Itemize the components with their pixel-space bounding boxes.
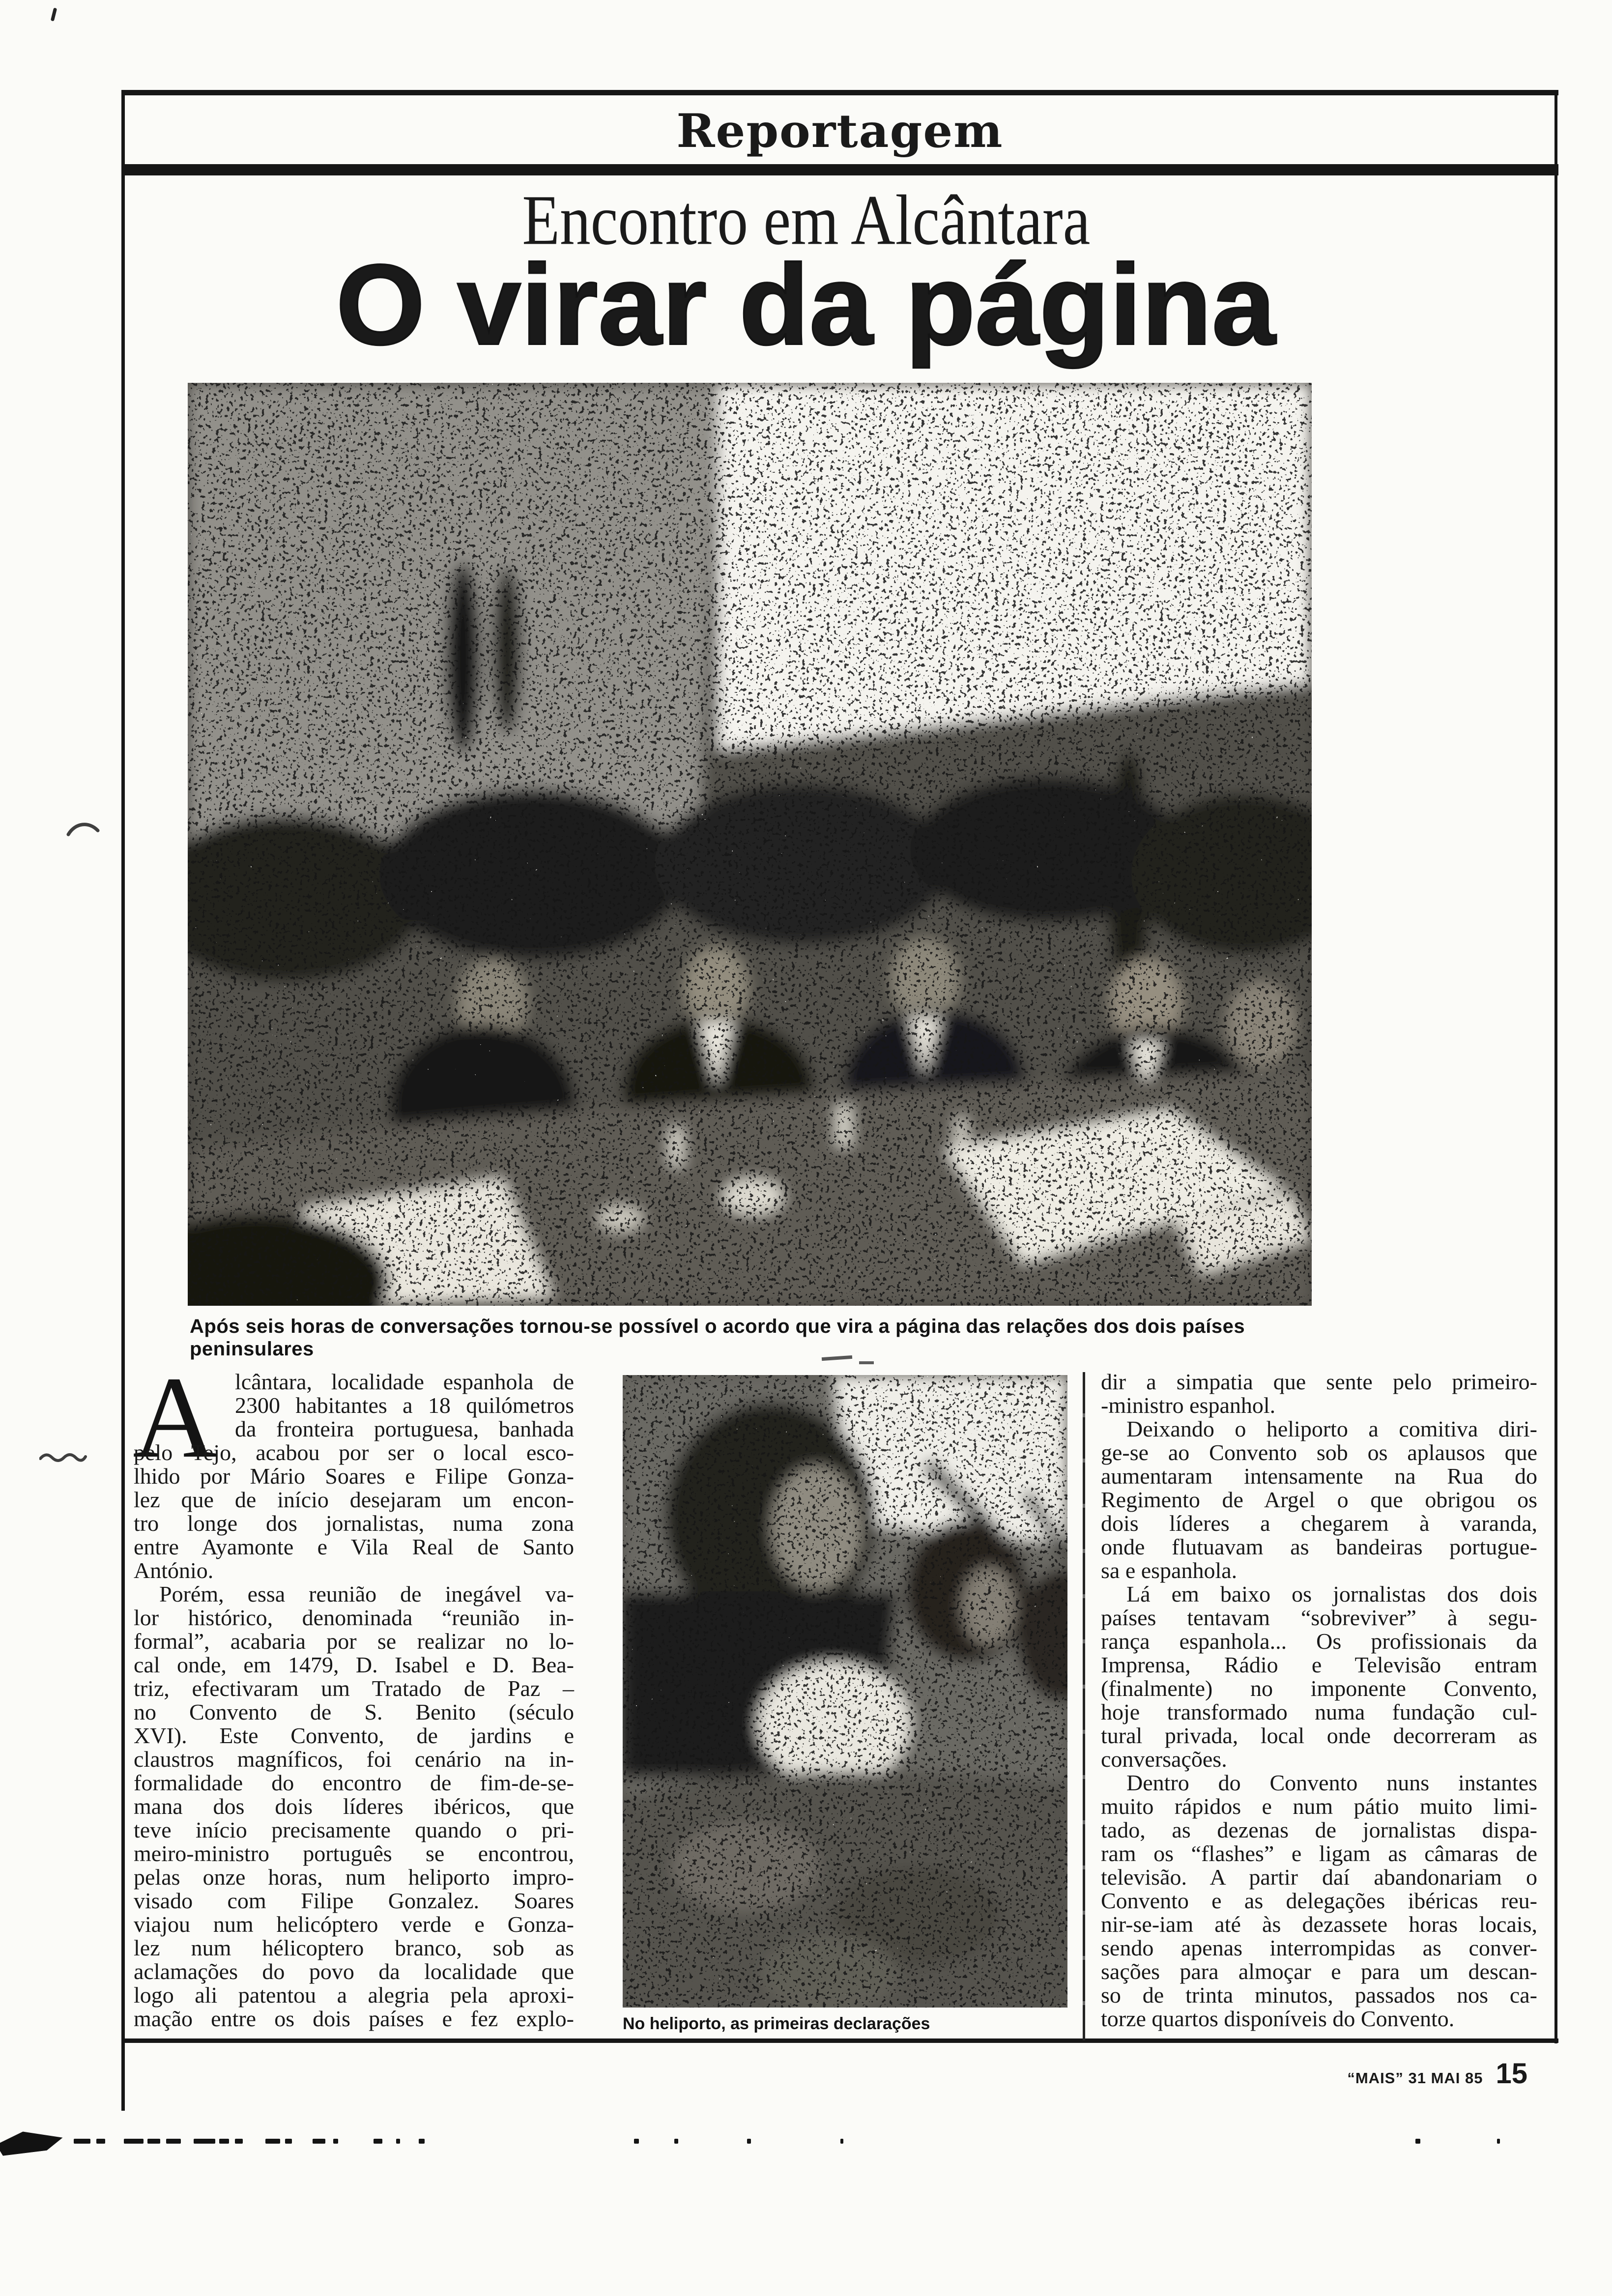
article-line: hoje transformado numa fundação cul- <box>1101 1699 1537 1724</box>
inset-photo <box>623 1375 1067 2008</box>
article-line: 2300 habitantes a 18 quilómetros <box>235 1393 574 1418</box>
article-line: triz, efectivaram um Tratado de Paz – <box>134 1676 574 1701</box>
article-line: sa e espanhola. <box>1101 1558 1238 1583</box>
kicker-title: Encontro em Alcântara <box>522 180 1090 260</box>
article-line: países tentavam “sobreviver” à segu- <box>1101 1605 1537 1630</box>
scan-artifact-dash <box>1497 2139 1500 2144</box>
scan-artifact-stroke-small <box>859 1361 874 1364</box>
article-line: televisão. A partir daí abandonariam o <box>1101 1865 1537 1890</box>
scan-artifact-dash <box>74 2139 90 2144</box>
main-photo-art <box>188 383 1312 1306</box>
article-line: mação entre os dois países e fez explo- <box>134 2006 574 2031</box>
article-line: mana dos dois líderes ibéricos, que <box>134 1794 574 1819</box>
article-line: -ministro espanhol. <box>1101 1393 1276 1418</box>
article-line: viajou num helicóptero verde e Gonza- <box>134 1912 574 1937</box>
page-number: 15 <box>1496 2058 1527 2090</box>
main-photo-caption: Após seis horas de conversações tornou-se possível o acordo que vira a página das relações dos dois países peninsulares <box>190 1316 1245 1360</box>
article-line: sendo apenas interrompidas as conver- <box>1101 1935 1537 1960</box>
frame-right-rule <box>1554 90 1557 2043</box>
article-line: lez num hélicoptero branco, sob as <box>134 1935 574 1960</box>
article-line: logo ali patentou a alegria pela aproxi- <box>134 1982 574 2008</box>
scan-artifact-dash <box>124 2139 144 2144</box>
scan-artifact-dash <box>419 2139 425 2144</box>
article-line: tro longe dos jornalistas, numa zona <box>134 1511 574 1536</box>
article-column-right <box>1101 1370 1537 2031</box>
article-line: (finalmente) no imponente Convento, <box>1101 1676 1537 1701</box>
article-line: torze quartos disponíveis do Convento. <box>1101 2006 1455 2031</box>
article-line: aclamações do povo da localidade que <box>134 1959 574 1984</box>
article-line: XVI). Este Convento, de jardins e <box>134 1723 574 1748</box>
article-line: lor histórico, denominada “reunião in- <box>134 1605 574 1630</box>
article-line: dois líderes a chegarem à varanda, <box>1101 1511 1537 1536</box>
article-line: dir a simpatia que sente pelo primeiro- <box>1101 1369 1537 1394</box>
footer-credit: “MAIS” 31 MAI 85 <box>1347 2069 1483 2087</box>
article-line: pelas onze horas, num heliporto impro- <box>134 1865 574 1890</box>
scan-artifact-dash <box>194 2139 215 2144</box>
article-line: nir-se-iam até às dezassete horas locais, <box>1101 1912 1537 1937</box>
inset-photo-art <box>623 1375 1067 2008</box>
column-divider-rule <box>1083 1372 1085 2040</box>
article-line: lez que de início desejaram um encon- <box>134 1487 574 1512</box>
page-footer <box>1347 2057 1527 2090</box>
article-line: ge-se ao Convento sob os aplausos que <box>1101 1440 1537 1465</box>
article-line: António. <box>134 1558 214 1583</box>
frame-bottom-rule <box>121 2038 1558 2043</box>
article-line: tado, as dezenas de jornalistas dispa- <box>1101 1817 1537 1842</box>
scan-artifact-dash <box>634 2139 639 2144</box>
article-line: lcântara, localidade espanhola de <box>235 1369 574 1394</box>
headline: O virar da página <box>336 241 1276 369</box>
article-line: teve início precisamente quando o pri- <box>134 1817 574 1842</box>
article-line: formalidade do encontro de fim-de-se- <box>134 1770 574 1795</box>
main-photo <box>188 383 1312 1306</box>
article-line: ram os “flashes” e ligam as câmaras de <box>1101 1841 1537 1866</box>
scan-artifact-dash <box>747 2139 751 2144</box>
masthead-bottom-bar <box>121 164 1558 175</box>
article-line: claustros magníficos, foi cenário na in- <box>134 1747 574 1772</box>
scan-artifact-dash <box>235 2139 243 2144</box>
scan-artifact-dash <box>840 2139 843 2144</box>
article-line: Imprensa, Rádio e Televisão entram <box>1101 1652 1537 1677</box>
article-column-left <box>133 1353 574 2031</box>
scan-artifact-dash <box>219 2139 229 2144</box>
article-line: Lá em baixo os jornalistas dos dois <box>1126 1581 1537 1607</box>
article-line: onde flutuavam as bandeiras portugue- <box>1101 1534 1537 1559</box>
article-line: conversações. <box>1101 1747 1227 1772</box>
article-line: lhido por Mário Soares e Filipe Gonza- <box>134 1464 574 1489</box>
scan-artifact-tick <box>51 8 57 22</box>
article-line: da fronteira portuguesa, banhada <box>235 1416 574 1441</box>
dropcap: A <box>133 1353 217 1482</box>
inset-photo-caption: No heliporto, as primeiras declarações <box>623 2014 930 2033</box>
article-line: entre Ayamonte e Vila Real de Santo <box>134 1534 574 1559</box>
scan-artifact-dash <box>674 2139 678 2144</box>
article-line: Regimento de Argel o que obrigou os <box>1101 1487 1537 1512</box>
scan-artifact-pen-wave <box>39 1450 92 1465</box>
article-line: Dentro do Convento nuns instantes <box>1126 1770 1537 1795</box>
scan-artifact-dash <box>1415 2139 1420 2144</box>
article-line: meiro-ministro português se encontrou, <box>134 1841 574 1866</box>
article-line: visado com Filipe Gonzalez. Soares <box>134 1888 574 1913</box>
scan-artifact-dash <box>313 2139 325 2144</box>
scan-artifact-dash <box>147 2139 160 2144</box>
scan-artifact-dash <box>96 2139 105 2144</box>
scan-artifact-dash <box>265 2139 280 2144</box>
scan-artifact-pen-curl <box>66 819 102 840</box>
scan-artifact-dash <box>166 2139 181 2144</box>
article-line: muito rápidos e num pátio muito limi- <box>1101 1794 1537 1819</box>
article-line: sações para almoçar e para um descan- <box>1101 1959 1537 1984</box>
section-header: Reportagem <box>676 104 1004 158</box>
article-line: Convento e as delegações ibéricas reu- <box>1101 1888 1537 1913</box>
scan-artifact-blob <box>0 2127 64 2156</box>
article-line: cal onde, em 1479, D. Isabel e D. Bea- <box>134 1652 574 1677</box>
article-line: rança espanhola... Os profissionais da <box>1101 1629 1537 1654</box>
frame-top-rule <box>121 90 1558 95</box>
article-line: so de trinta minutos, passados nos ca- <box>1101 1982 1537 2008</box>
scan-artifact-dash <box>285 2139 292 2144</box>
scan-artifact-dash <box>396 2139 400 2144</box>
article-line: aumentaram intensamente na Rua do <box>1101 1464 1537 1489</box>
scan-artifact-dash <box>333 2139 338 2144</box>
article-line: tural privada, local onde decorreram as <box>1101 1723 1537 1748</box>
article-line: no Convento de S. Benito (século <box>134 1699 574 1724</box>
scan-artifact-dash <box>374 2139 382 2144</box>
article-line: Deixando o heliporto a comitiva diri- <box>1126 1416 1537 1441</box>
article-line: pelo Tejo, acabou por ser o local esco- <box>134 1440 574 1465</box>
frame-left-rule <box>121 90 125 2111</box>
article-line: formal”, acabaria por se realizar no lo- <box>134 1629 574 1654</box>
article-line: Porém, essa reunião de inegável va- <box>159 1581 574 1607</box>
